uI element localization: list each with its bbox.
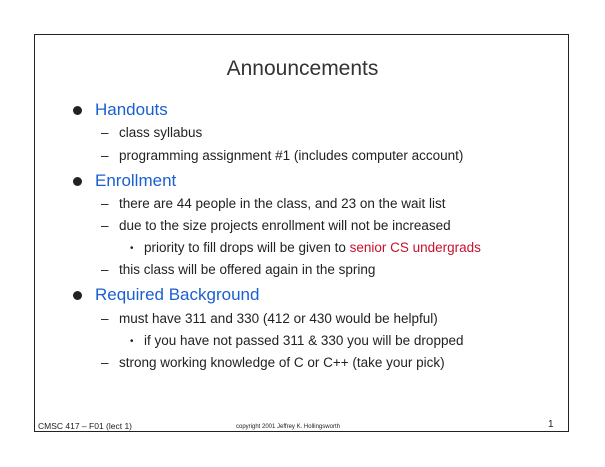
dash-icon: – [101, 311, 109, 326]
bullet-dot-icon [73, 291, 82, 300]
dash-icon: – [101, 355, 109, 370]
highlight-text: senior CS undergrads [349, 240, 481, 255]
list-item-text: this class will be offered again in the spring [119, 262, 376, 277]
section-heading: Handouts [95, 100, 168, 119]
sub-list-item-text: if you have not passed 311 & 330 you will be dropped [144, 333, 464, 348]
bullet-dot-icon [73, 106, 82, 115]
small-bullet-icon: • [130, 336, 134, 347]
list-item-text: strong working knowledge of C or C++ (take your pick) [119, 355, 445, 370]
section-required-background [73, 285, 259, 305]
small-bullet-icon: • [130, 243, 134, 254]
sub-list-item-text: priority to fill drops will be given to [144, 240, 350, 255]
list-item [101, 196, 445, 211]
section-enrollment [73, 171, 176, 191]
dash-icon: – [101, 262, 109, 277]
list-item [101, 262, 375, 277]
sub-list-item [130, 333, 463, 351]
footer-course: CMSC 417 – F01 (lect 1) [38, 421, 133, 431]
section-handouts [73, 100, 168, 120]
list-item [101, 148, 463, 163]
section-heading: Enrollment [95, 171, 177, 190]
dash-icon: – [101, 196, 109, 211]
footer-copyright: copyright 2001 Jeffrey K. Hollingsworth [236, 424, 340, 430]
slide-title: Announcements [226, 57, 379, 80]
sub-list-item [130, 240, 481, 258]
list-item-text: due to the size projects enrollment will not be increased [119, 218, 451, 233]
list-item-text: class syllabus [119, 125, 203, 140]
list-item-text: programming assignment #1 (includes computer account) [119, 148, 464, 163]
list-item-text: there are 44 people in the class, and 23 on the wait list [119, 196, 446, 211]
list-item [101, 218, 451, 233]
page-number: 1 [548, 419, 554, 430]
list-item [101, 311, 438, 326]
dash-icon: – [101, 125, 109, 140]
list-item [101, 355, 445, 370]
dash-icon: – [101, 218, 109, 233]
section-heading: Required Background [95, 285, 260, 304]
list-item [101, 125, 202, 140]
slide-frame [34, 34, 569, 432]
bullet-dot-icon [73, 177, 82, 186]
list-item-text: must have 311 and 330 (412 or 430 would be helpful) [119, 311, 438, 326]
dash-icon: – [101, 148, 109, 163]
